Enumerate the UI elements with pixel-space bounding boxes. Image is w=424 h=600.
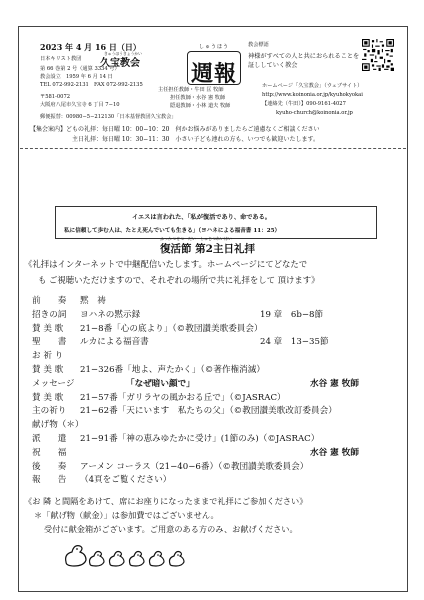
order-item-label: 前 奏 (32, 296, 67, 306)
postal-transfer: 郵便振替：00980−5−212130「日本基督教団久宝教会」 (40, 114, 177, 120)
main-worship: 主日礼拝：毎日曜 10：30−11：30 小さい子ども連れの方も、いつでも歓迎いたします。 (72, 136, 319, 143)
founded: 教会設立 1959 年 6 月 14 日 (40, 74, 113, 80)
order-item-text: 21−91番「神の恵みゆたかに受け」(1節のみ)（©JASRAC） (80, 434, 320, 444)
church-group: 日本キリスト教団 (40, 56, 82, 62)
logo-text: 週報 (190, 61, 237, 87)
church-reading: きゅうほうきょうかい (104, 51, 142, 56)
footer-line-3: 受付に献金箱がございます。ご用意のある方のみ、お献げください。 (44, 524, 298, 534)
gathering-heading: 【集会案内】 (30, 126, 67, 133)
church-name: 久宝教会 (100, 58, 140, 69)
order-item-label: メッセージ (32, 378, 75, 389)
order-item-extra: 24 章 13−35節 (260, 337, 329, 348)
verse-line-1: イエスは言われた、「私が復活であり、命である。 (132, 214, 271, 221)
order-item-text: ヨハネの黙示録 (80, 309, 141, 320)
order-item-label: 祝 福 (32, 447, 67, 458)
pastor-retired: 隠退教師・小林 道夫 牧師 (170, 103, 231, 109)
order-item-label: 主の祈り (32, 406, 67, 417)
postal-code: 〒581-0072 (40, 94, 71, 100)
order-item-label: 招きの詞 (32, 309, 67, 320)
issue-number: 第 66 巻第 2 号（通算 3334 号） (40, 66, 120, 72)
order-item-extra: 19 章 6b−8節 (260, 309, 324, 320)
pastor-assistant: 担任教師・水谷 憲 牧師 (170, 95, 226, 101)
address: 大阪府八尾市久宝寺 6 丁目 7−10 (40, 102, 120, 108)
order-item-label: 聖 書 (32, 337, 67, 348)
footer-line-1: 《お 隣 と間隔をあけて、席にお座りになったままで礼拝にご参加ください》 (24, 496, 308, 506)
logo-reading: しゅうほう (199, 44, 230, 50)
order-item-text: 21−8番「心の底より」（©教団讃美歌委員会） (80, 323, 263, 334)
order-item-label: 賛 美 歌 (32, 323, 64, 334)
motto-text: 神様がすべての人と共におられることを証ししていく教会 (248, 53, 360, 69)
ducks-illustration-icon (60, 534, 210, 570)
order-item-label: 派 遣 (32, 434, 67, 444)
order-item-text: （4頁をご覧ください） (80, 475, 172, 486)
gathering-label (30, 126, 320, 134)
order-item-text: アーメン コーラス（21−40−6番）（©教団讃美歌委員会） (80, 461, 309, 472)
order-item-label: 献げ物（＊） (32, 420, 84, 431)
verse-line-2: 私に信頼して歩む人は、たとえ死んでいても生きる」（ヨハネによる福音書 11：25） (64, 228, 281, 234)
tel-fax: TEL 072-992-2131 FAX 072-992-2135 (40, 82, 143, 88)
intro-line-2: も ご視聴いただけますので、それぞれの場所で共に礼拝をして 頂けます》 (38, 275, 320, 285)
verse-box (55, 206, 377, 239)
footer-line-2: ＊「献げ物（献金）」は参加費ではございません。 (34, 510, 219, 520)
order-item-text: 21−57番「ガリラヤの風かおる丘で」（©JASRAC） (80, 392, 286, 403)
order-item-extra: 水谷 憲 牧師 (310, 378, 359, 389)
motto-title: 教会標語 (248, 42, 269, 48)
order-item-label: 報 告 (32, 475, 67, 486)
order-item-label: 後 奏 (32, 461, 67, 472)
order-item-label: 賛 美 歌 (32, 365, 64, 375)
order-item-label: 賛 美 歌 (32, 392, 64, 403)
order-item-text: 黙 祷 (80, 296, 106, 306)
header-divider (20, 148, 406, 149)
intro-line-1: 《礼拝はインターネットで中継配信いたします。ホームページにてどなたで (24, 259, 308, 269)
service-title-ruby: ふっかつせつ だい しゅじつれいはい (160, 236, 232, 241)
pastor-main: 主任担任教師・牛田 匡 牧師 (158, 87, 224, 93)
order-item-extra: 水谷 憲 牧師 (310, 447, 359, 458)
service-title: 復活節 第2主日礼拝 (160, 243, 255, 255)
order-item-text: ルカによる福音書 (80, 337, 149, 348)
motto-line (248, 52, 360, 70)
shuho-logo (187, 51, 241, 85)
order-item-text: 「なぜ暗い顔で」 (126, 378, 195, 389)
date: 2023 年 4 月 16 日（日） (40, 42, 141, 52)
order-item-text: 21−326番「地よ、声たかく」（©著作権消滅） (80, 365, 265, 375)
qr-code-icon (362, 39, 394, 71)
contact-phone: 【連絡先（牛田）】090-9161-4027 (262, 101, 346, 107)
contact-email[interactable]: kyuho-church@koinonia.or.jp (276, 110, 353, 116)
order-item-label: お 祈 り (32, 351, 64, 362)
homepage-url[interactable]: http://www.koinonia.or.jp/kyuhokyokai (262, 92, 363, 98)
homepage-label: ホームページ「久宝教会」（ウェブサイト） (262, 83, 363, 89)
order-item-text: 21−62番「天にいます 私たちの父」（©教団讃美歌改訂委員会） (80, 406, 337, 417)
children-worship: どもの礼拝：毎日曜 10：00−10：20 何かお悩みがありましたらご遠慮なくご相談ください (66, 126, 320, 133)
